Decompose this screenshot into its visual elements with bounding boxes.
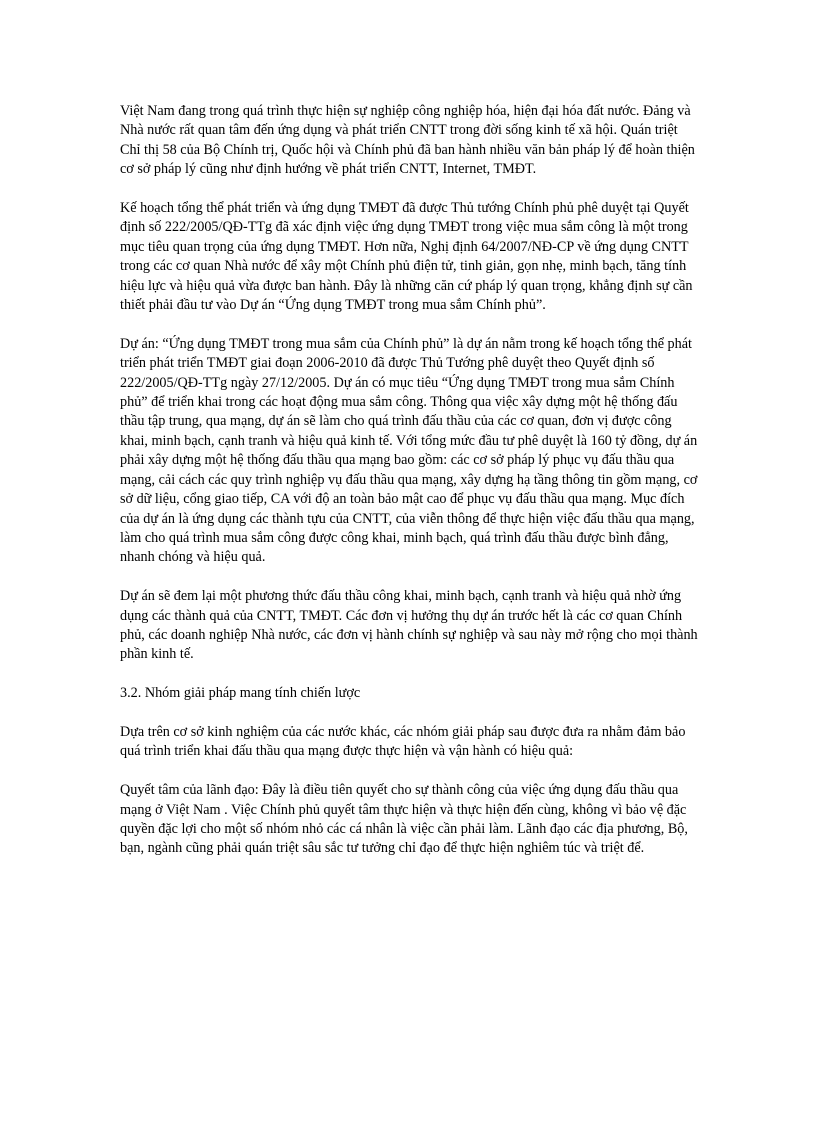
paragraph-project-description: Dự án: “Ứng dụng TMĐT trong mua sắm của Chính phủ” là dự án nằm trong kế hoạch tổng thể phát triển phát triển TMĐT giai đoạn 2006-2010 đã được Thủ Tướng phê duyệt theo Quyết định số 222/2005/QĐ-TTg ngày 27/12/2005. Dự án có mục tiêu “Ứng dụng TMĐT trong mua sắm Chính phủ” để triển khai trong các hoạt động mua sắm công. Thông qua việc xây dựng một hệ thống đấu thầu tập trung, qua mạng, dự án sẽ làm cho quá trình đấu thầu của các cơ quan, đơn vị được công khai, minh bạch, cạnh tranh và hiệu quả kinh tế. Với tổng mức đầu tư phê duyệt là 160 tỷ đồng, dự án phải xây dựng một hệ thống đấu thầu qua mạng bao gồm: các cơ sở pháp lý phục vụ đấu thầu qua mạng, cải cách các quy trình nghiệp vụ đấu thầu qua mạng, xây dựng hạ tầng thông tin gồm mạng, cơ sở dữ liệu, cổng giao tiếp, CA với độ an toàn bảo mật cao để phục vụ đấu thầu qua mạng. Mục đích của dự án là ứng dụng các thành tựu của CNTT, của viễn thông để thực hiện việc đấu thầu qua mạng, làm cho quá trình mua sắm công được công khai, minh bạch, quá trình đấu thầu được bình đẳng, nhanh chóng và hiệu quả. <box>120 335 698 566</box>
paragraph-context: Việt Nam đang trong quá trình thực hiện sự nghiệp công nghiệp hóa, hiện đại hóa đất nước. Đảng và Nhà nước rất quan tâm đến ứng dụng và phát triển CNTT trong đời sống kinh tế xã hội. Quán triệt Chỉ thị 58 của Bộ Chính trị, Quốc hội và Chính phủ đã ban hành nhiều văn bản pháp lý để hoàn thiện cơ sở pháp lý cũng như định hướng về phát triển CNTT, Internet, TMĐT. <box>120 103 695 178</box>
section-heading: 3.2. Nhóm giải pháp mang tính chiến lược <box>120 685 361 702</box>
paragraph-project-benefits: Dự án sẽ đem lại một phương thức đấu thầu công khai, minh bạch, cạnh tranh và hiệu quả nhờ ứng dụng các thành quả của CNTT, TMĐT. Các đơn vị hưởng thụ dự án trước hết là các cơ quan Chính phủ, các doanh nghiệp Nhà nước, các đơn vị hành chính sự nghiệp và sau này mở rộng cho mọi thành phần kinh tế. <box>120 588 698 663</box>
paragraph-master-plan: Kế hoạch tổng thể phát triển và ứng dụng TMĐT đã được Thủ tướng Chính phủ phê duyệt tại Quyết định số 222/2005/QĐ-TTg đã xác định việc ứng dụng TMĐT trong việc mua sắm công là một trong mục tiêu quan trọng của ứng dụng TMĐT. Hơn nữa, Nghị định 64/2007/NĐ-CP về ứng dụng CNTT trong các cơ quan Nhà nước để xây một Chính phủ điện tử, tinh giản, gọn nhẹ, minh bạch, tăng tính hiệu lực và hiệu quả vừa được ban hành. Đây là những căn cứ pháp lý quan trọng, khẳng định sự cần thiết phải đầu tư vào Dự án “Ứng dụng TMĐT trong mua sắm Chính phủ”. <box>120 200 693 314</box>
paragraph-leadership: Quyết tâm của lãnh đạo: Đây là điều tiên quyết cho sự thành công của việc ứng dụng đấu thầu qua mạng ở Việt Nam . Việc Chính phủ quyết tâm thực hiện và thực hiện đến cùng, không vì bảo vệ đặc quyền đặc lợi cho một số nhóm nhỏ các cá nhân là việc cần phải làm. Lãnh đạo các địa phương, Bộ, bạn, ngành cũng phải quán triệt sâu sắc tư tưởng chỉ đạo để thực hiện nghiêm túc và triệt để. <box>120 782 688 857</box>
document-page <box>120 102 698 878</box>
paragraph-solution-intro: Dựa trên cơ sở kinh nghiệm của các nước khác, các nhóm giải pháp sau được đưa ra nhằm đảm bảo quá trình triển khai đấu thầu qua mạng được thực hiện và vận hành có hiệu quả: <box>120 723 686 760</box>
